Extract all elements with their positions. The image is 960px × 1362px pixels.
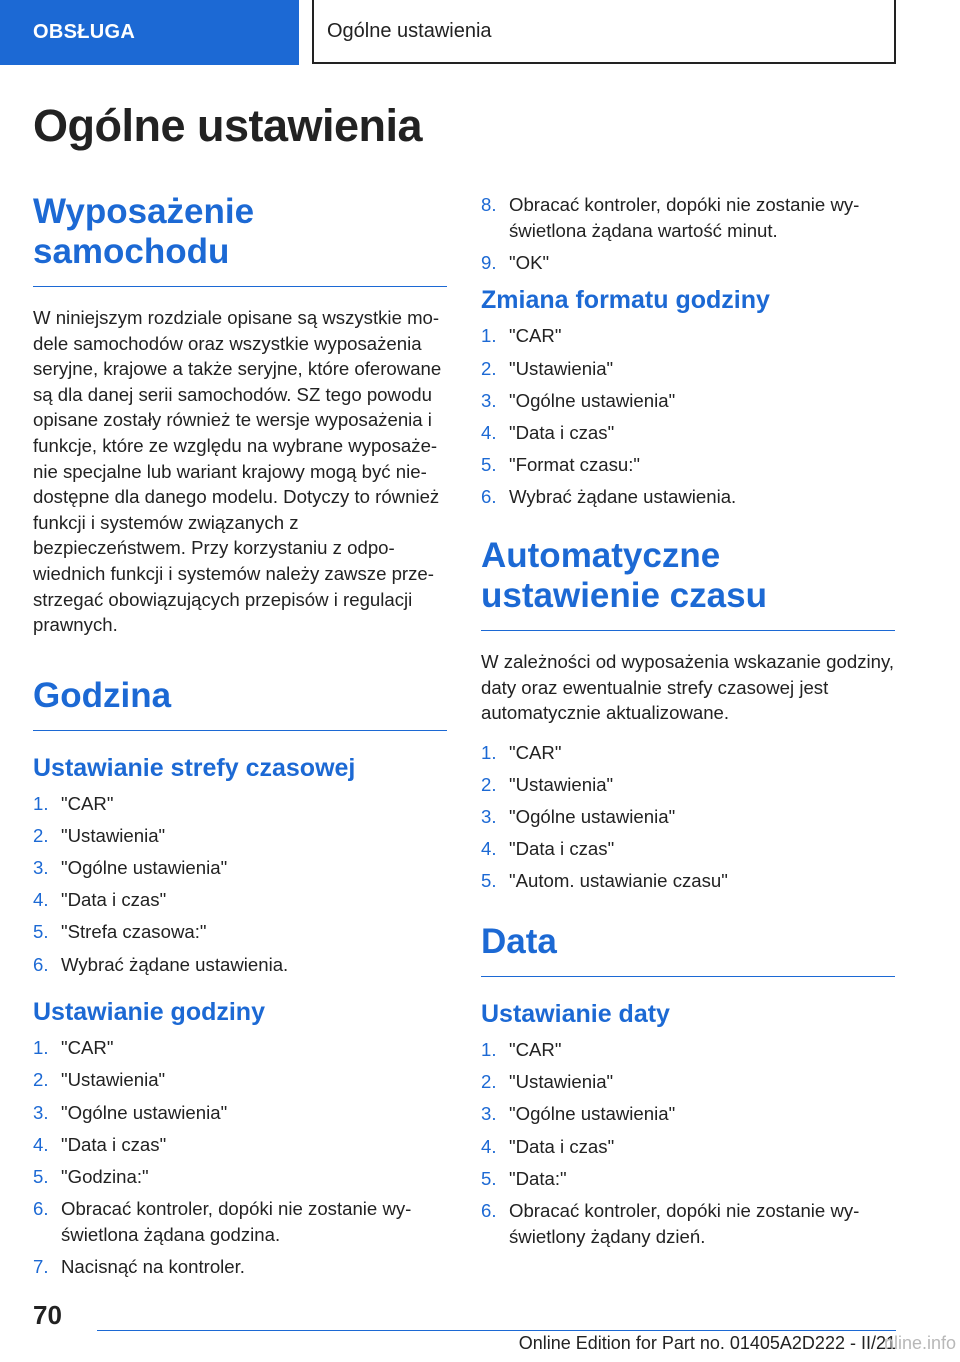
step-number: 4. bbox=[33, 1133, 49, 1155]
page-title: Ogólne ustawienia bbox=[33, 100, 423, 151]
step-number: 4. bbox=[33, 889, 49, 911]
topic-label: Ogólne ustawienia bbox=[327, 19, 492, 42]
step-text: "Format czasu:" bbox=[509, 454, 640, 476]
step-number: 1. bbox=[33, 1037, 49, 1059]
step-text: Obracać kontroler, dopóki nie zostanie wyświetlony żądany dzień. bbox=[509, 1199, 860, 1247]
step-text: "CAR" bbox=[61, 792, 114, 814]
step-number: 4. bbox=[481, 1135, 497, 1157]
list-item bbox=[481, 772, 895, 798]
list-item bbox=[481, 804, 895, 830]
list-item bbox=[481, 323, 895, 349]
step-text: "Strefa czasowa:" bbox=[61, 921, 207, 943]
step-number: 2. bbox=[33, 824, 49, 846]
list-item bbox=[481, 1134, 895, 1160]
section-heading-auto-time: Automatyczne ustawienie czasu bbox=[481, 536, 895, 631]
step-text: "Data i czas" bbox=[509, 1135, 615, 1157]
set-time-steps-part1 bbox=[33, 1035, 447, 1279]
step-number: 2. bbox=[481, 1071, 497, 1093]
step-text: "CAR" bbox=[509, 741, 562, 763]
step-text: "OK" bbox=[509, 251, 550, 273]
step-number: 6. bbox=[33, 953, 49, 975]
step-text: Nacisnąć na kontroler. bbox=[61, 1255, 245, 1277]
list-item bbox=[33, 791, 447, 817]
step-number: 6. bbox=[481, 1199, 497, 1221]
list-item bbox=[33, 823, 447, 849]
chapter-tab bbox=[0, 0, 299, 65]
step-text: "Data i czas" bbox=[509, 421, 615, 443]
step-text: "Data i czas" bbox=[509, 838, 615, 860]
step-number: 6. bbox=[481, 486, 497, 508]
step-text: Wybrać żądane ustawienia. bbox=[61, 953, 289, 975]
vehicle-equipment-text: W niniejszym rozdziale opisane są wszystkie modele samochodów oraz wszystkie wyposażenia seryjne, krajowe a także seryjne, które oferowane są dla danej serii samochodów. SZ tego powodu opisane zostały również te wersje wyposażenia i funkcje, które ze względu na wybrane wyposażenie specjalne lub wariant krajowy mogą być niedostępne dla danego modelu. Dotyczy to również funkcji i systemów związanych z bezpieczeństwem. Przy korzystaniu z odpowiednich funkcji i systemów należy zawsze przestrzegać obowiązujących przepisów i regulacji prawnych. bbox=[33, 307, 442, 636]
list-item bbox=[481, 356, 895, 382]
section-heading-date: Data bbox=[481, 922, 895, 977]
set-time-steps-part2 bbox=[481, 192, 895, 275]
step-text: "CAR" bbox=[509, 1039, 562, 1061]
step-number: 1. bbox=[33, 792, 49, 814]
list-item bbox=[481, 250, 895, 276]
list-item bbox=[481, 192, 895, 243]
list-item bbox=[481, 868, 895, 894]
step-number: 8. bbox=[481, 194, 497, 215]
watermark: nline.info bbox=[883, 1333, 956, 1353]
list-item bbox=[33, 1164, 447, 1190]
step-text: "Ogólne ustawienia" bbox=[509, 1103, 676, 1125]
section-heading-vehicle-equipment: Wyposażenie samochodu bbox=[33, 192, 447, 287]
list-item bbox=[33, 887, 447, 913]
step-text: "Ustawienia" bbox=[509, 1071, 614, 1093]
set-date-steps bbox=[481, 1037, 895, 1249]
step-number: 3. bbox=[481, 806, 497, 828]
list-item bbox=[481, 1166, 895, 1192]
step-number: 6. bbox=[33, 1198, 49, 1220]
step-text: "Ogólne ustawienia" bbox=[61, 857, 228, 879]
step-text: "Data:" bbox=[509, 1167, 567, 1189]
list-item bbox=[33, 952, 447, 978]
step-number: 5. bbox=[33, 1166, 49, 1187]
step-number: 3. bbox=[33, 1101, 49, 1123]
list-item bbox=[481, 388, 895, 414]
step-number: 1. bbox=[481, 741, 497, 763]
list-item bbox=[481, 1101, 895, 1127]
list-item bbox=[481, 1198, 895, 1249]
subheading-time-format: Zmiana formatu godziny bbox=[481, 286, 770, 315]
auto-time-text: W zależności od wyposażenia wskazanie godziny, daty oraz ewentualnie strefy czasowej jest automatycznie aktualizowane. bbox=[481, 650, 895, 724]
chapter-label: OBSŁUGA bbox=[33, 21, 136, 43]
list-item bbox=[33, 1035, 447, 1061]
subheading-set-date: Ustawianie daty bbox=[481, 1000, 670, 1029]
step-text: "Ustawienia" bbox=[61, 824, 166, 846]
step-number: 5. bbox=[481, 454, 497, 476]
time-zone-steps bbox=[33, 791, 447, 978]
list-item bbox=[33, 1254, 447, 1280]
step-number: 1. bbox=[481, 325, 497, 347]
step-number: 3. bbox=[33, 857, 49, 879]
step-number: 5. bbox=[481, 1167, 497, 1189]
step-text: "Ogólne ustawienia" bbox=[509, 806, 676, 828]
step-number: 3. bbox=[481, 1103, 497, 1125]
step-text: "CAR" bbox=[61, 1037, 114, 1059]
step-number: 2. bbox=[33, 1069, 49, 1091]
list-item bbox=[481, 452, 895, 478]
list-item bbox=[481, 1069, 895, 1095]
step-text: "Ustawienia" bbox=[509, 357, 614, 379]
list-item bbox=[33, 1132, 447, 1158]
list-item bbox=[33, 1196, 447, 1247]
step-text: "Ustawienia" bbox=[61, 1069, 166, 1091]
list-item bbox=[33, 919, 447, 945]
step-text: "Autom. ustawianie czasu" bbox=[509, 870, 728, 892]
step-text: Obracać kontroler, dopóki nie zostanie wyświetlona żądana godzina. bbox=[61, 1198, 412, 1245]
step-text: "Data i czas" bbox=[61, 1133, 167, 1155]
list-item bbox=[481, 420, 895, 446]
step-number: 2. bbox=[481, 357, 497, 379]
subheading-time-zone: Ustawianie strefy czasowej bbox=[33, 753, 356, 782]
step-number: 2. bbox=[481, 773, 497, 795]
step-text: "Data i czas" bbox=[61, 889, 167, 911]
auto-time-steps bbox=[481, 740, 895, 894]
step-number: 9. bbox=[481, 251, 497, 273]
step-text: Wybrać żądane ustawienia. bbox=[509, 486, 737, 508]
right-column bbox=[481, 192, 895, 1256]
step-number: 4. bbox=[481, 838, 497, 860]
step-number: 1. bbox=[481, 1039, 497, 1061]
list-item bbox=[481, 484, 895, 510]
list-item bbox=[481, 836, 895, 862]
step-text: "Ogólne ustawienia" bbox=[61, 1101, 228, 1123]
page-number: 70 bbox=[33, 1300, 62, 1330]
topic-header bbox=[312, 0, 896, 64]
list-item bbox=[33, 855, 447, 881]
list-item bbox=[33, 1067, 447, 1093]
time-format-steps bbox=[481, 323, 895, 510]
step-number: 4. bbox=[481, 421, 497, 443]
step-number: 7. bbox=[33, 1255, 49, 1277]
left-column bbox=[33, 192, 447, 1286]
subheading-set-time: Ustawianie godziny bbox=[33, 998, 265, 1027]
list-item bbox=[481, 740, 895, 766]
step-number: 3. bbox=[481, 389, 497, 411]
step-text: "Ustawienia" bbox=[509, 773, 614, 795]
list-item bbox=[33, 1100, 447, 1126]
section-heading-time: Godzina bbox=[33, 676, 447, 731]
edition-info: Online Edition for Part no. 01405A2D222 - II/21 bbox=[518, 1333, 896, 1353]
step-text: "CAR" bbox=[509, 325, 562, 347]
step-number: 5. bbox=[481, 870, 497, 892]
footer-divider bbox=[97, 1330, 896, 1331]
step-text: Obracać kontroler, dopóki nie zostanie wyświetlona żądana wartość minut. bbox=[509, 194, 860, 241]
list-item bbox=[481, 1037, 895, 1063]
step-text: "Ogólne ustawienia" bbox=[509, 389, 676, 411]
step-text: "Godzina:" bbox=[61, 1166, 149, 1187]
step-number: 5. bbox=[33, 921, 49, 943]
